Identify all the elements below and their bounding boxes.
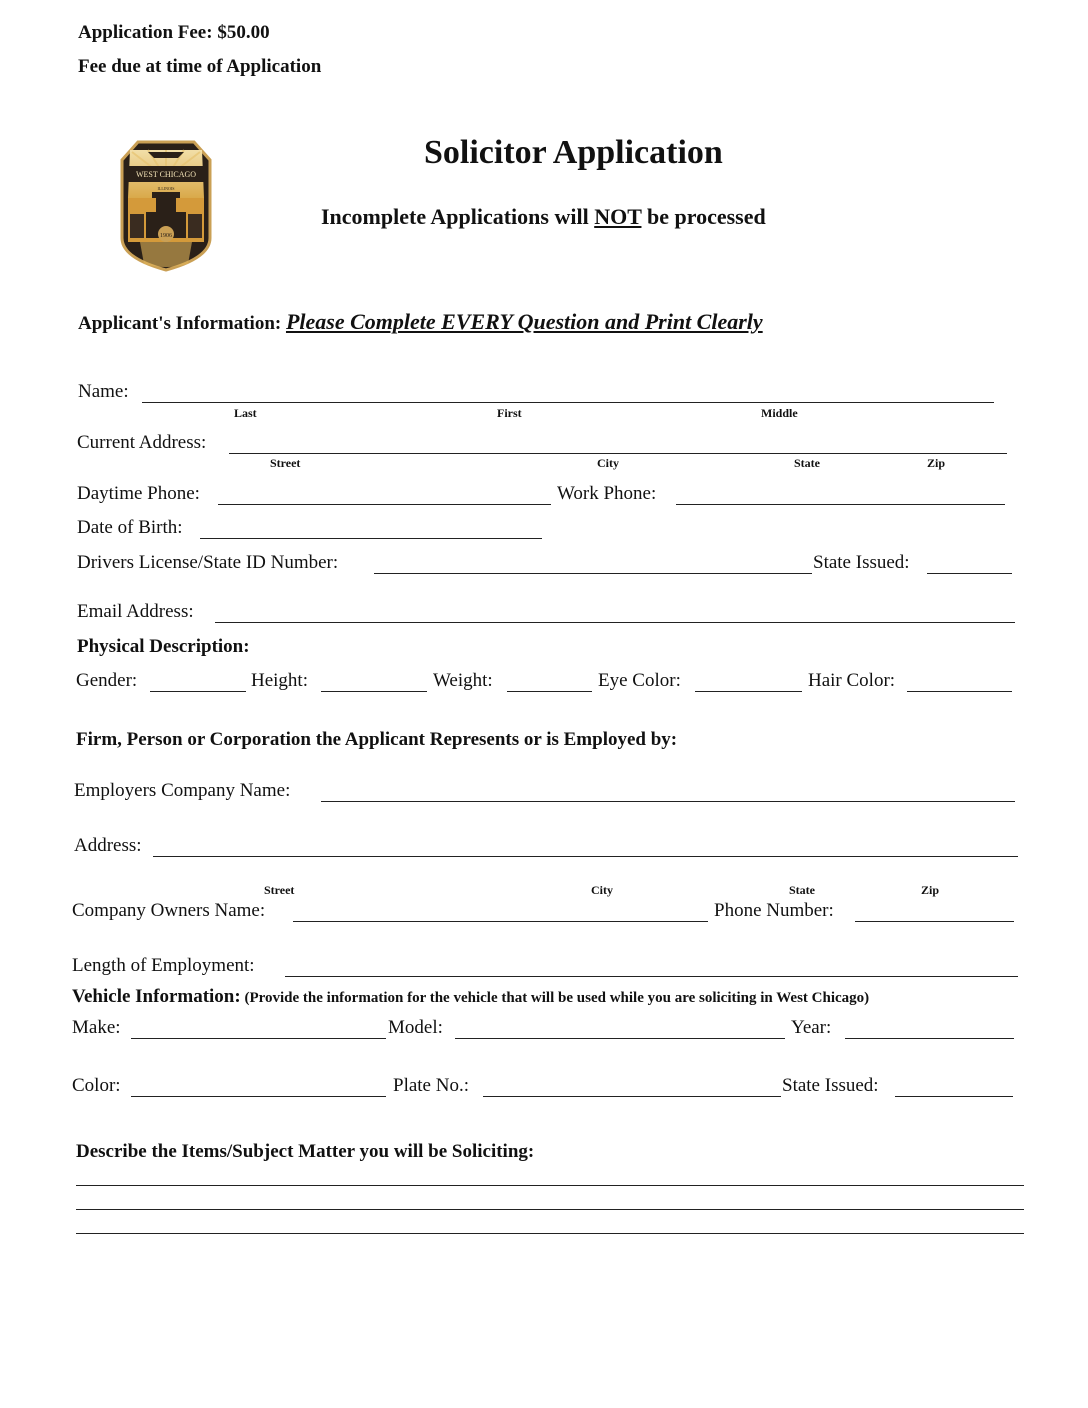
work-phone-label: Work Phone: (557, 483, 657, 504)
gender-label: Gender: (76, 670, 138, 691)
name-field[interactable] (142, 402, 994, 403)
company-hint-street: Street (264, 883, 295, 897)
owner-name-label: Company Owners Name: (72, 900, 266, 921)
hint-city: City (597, 456, 619, 470)
items-line-2[interactable] (76, 1209, 1024, 1210)
current-address-field[interactable] (229, 453, 1007, 454)
items-line-3[interactable] (76, 1233, 1024, 1234)
email-label: Email Address: (77, 601, 194, 622)
name-label: Name: (78, 381, 129, 402)
color-field[interactable] (131, 1096, 386, 1097)
application-fee: Application Fee: $50.00 (78, 22, 270, 43)
logo-year: 1906 (160, 233, 172, 239)
make-field[interactable] (131, 1038, 386, 1039)
year-label: Year: (791, 1017, 832, 1038)
west-chicago-logo (118, 138, 214, 272)
vehicle-state-label: State Issued: (782, 1075, 879, 1096)
employment-length-label: Length of Employment: (72, 955, 255, 976)
hint-zip: Zip (927, 456, 946, 470)
logo-subtext: ILLINOIS (157, 186, 175, 191)
items-line-1[interactable] (76, 1185, 1024, 1186)
dob-label: Date of Birth: (77, 517, 183, 538)
employer-heading: Firm, Person or Corporation the Applicant Represents or is Employed by: (76, 729, 678, 750)
incomplete-warning: Incomplete Applications will NOT be processed (321, 204, 766, 229)
make-label: Make: (72, 1017, 121, 1038)
daytime-phone-field[interactable] (218, 504, 551, 505)
applicant-heading: Applicant's Information: Please Complete EVERY Question and Print Clearly (78, 309, 763, 334)
weight-label: Weight: (433, 670, 493, 691)
weight-field[interactable] (507, 691, 592, 692)
plate-field[interactable] (483, 1096, 781, 1097)
hint-state: State (794, 456, 820, 470)
daytime-phone-label: Daytime Phone: (77, 483, 200, 504)
license-label: Drivers License/State ID Number: (77, 552, 339, 573)
page-title: Solicitor Application (424, 134, 723, 171)
company-hint-state: State (789, 883, 815, 897)
company-hint-zip: Zip (921, 883, 940, 897)
eye-color-label: Eye Color: (598, 670, 681, 691)
company-phone-label: Phone Number: (714, 900, 834, 921)
hair-color-label: Hair Color: (808, 670, 896, 691)
plate-label: Plate No.: (393, 1075, 469, 1096)
height-label: Height: (251, 670, 308, 691)
gender-field[interactable] (150, 691, 246, 692)
company-hint-city: City (591, 883, 613, 897)
hint-street: Street (270, 456, 301, 470)
license-state-field[interactable] (927, 573, 1012, 574)
physical-heading: Physical Description: (77, 636, 250, 657)
work-phone-field[interactable] (676, 504, 1005, 505)
company-phone-field[interactable] (855, 921, 1014, 922)
current-address-label: Current Address: (77, 432, 207, 453)
vehicle-state-field[interactable] (895, 1096, 1013, 1097)
hint-first: First (497, 406, 522, 420)
items-heading: Describe the Items/Subject Matter you will be Soliciting: (76, 1141, 535, 1162)
year-field[interactable] (845, 1038, 1014, 1039)
company-address-field[interactable] (153, 856, 1018, 857)
company-name-label: Employers Company Name: (74, 780, 291, 801)
fee-due-note: Fee due at time of Application (78, 56, 322, 77)
hair-color-field[interactable] (907, 691, 1012, 692)
company-address-label: Address: (74, 835, 142, 856)
license-state-label: State Issued: (813, 552, 910, 573)
model-label: Model: (388, 1017, 443, 1038)
hint-last: Last (234, 406, 257, 420)
logo-text: WEST CHICAGO (135, 170, 197, 179)
hint-middle: Middle (761, 406, 798, 420)
owner-name-field[interactable] (293, 921, 708, 922)
eye-color-field[interactable] (695, 691, 802, 692)
employment-length-field[interactable] (285, 976, 1018, 977)
model-field[interactable] (455, 1038, 785, 1039)
vehicle-heading: Vehicle Information: (Provide the information for the vehicle that will be used while you are soliciting in West Chicago) (72, 986, 870, 1007)
email-field[interactable] (215, 622, 1015, 623)
license-field[interactable] (374, 573, 812, 574)
height-field[interactable] (321, 691, 427, 692)
company-name-field[interactable] (321, 801, 1015, 802)
color-label: Color: (72, 1075, 121, 1096)
dob-field[interactable] (200, 538, 542, 539)
